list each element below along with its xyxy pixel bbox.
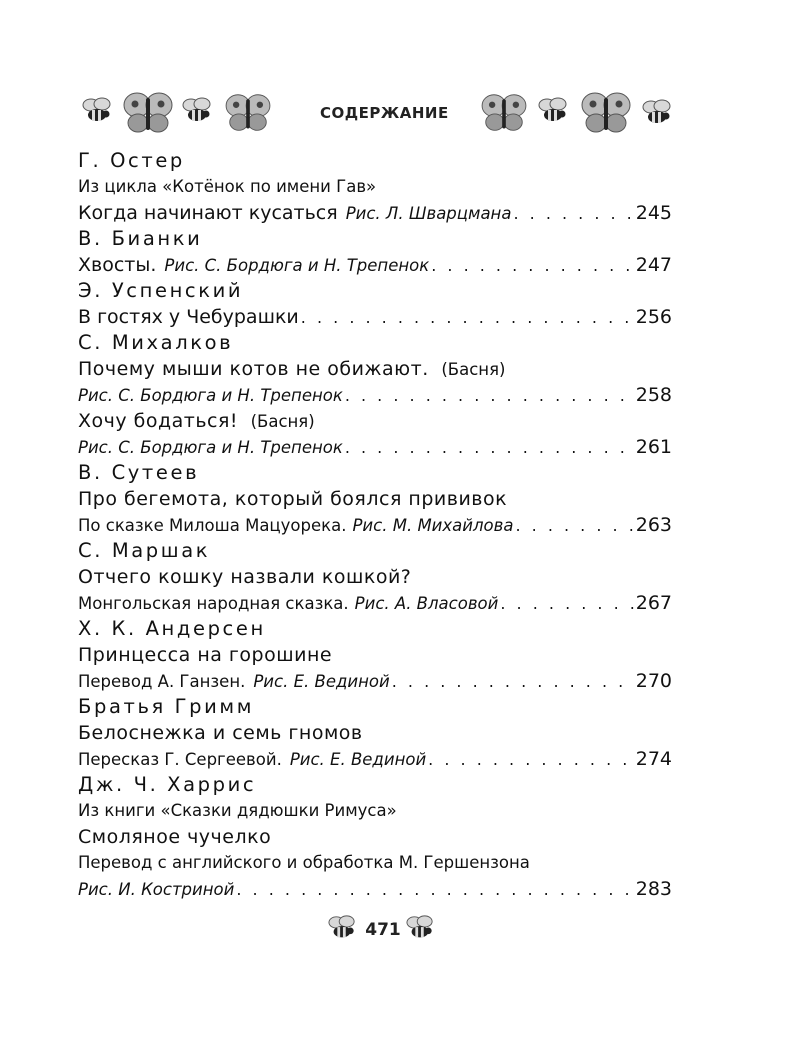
toc-author: Г. Остер <box>78 149 185 172</box>
entry-illustrator: Рис. И. Костриной <box>78 880 235 899</box>
bee-icon <box>180 96 214 126</box>
toc-entry[interactable] <box>78 512 672 538</box>
toc-entry[interactable] <box>78 746 672 772</box>
leader-dots <box>513 201 633 226</box>
page-number: 267 <box>635 592 672 614</box>
entry-illustrator: Рис. С. Бордюга и Н. Трепенок <box>78 386 343 405</box>
page-number: 270 <box>635 670 672 692</box>
bee-icon <box>404 914 436 942</box>
toc-heading: Про бегемота, который боялся прививок <box>78 488 508 510</box>
toc-heading: Белоснежка и семь гномов <box>78 722 363 744</box>
leader-dots <box>428 747 634 772</box>
leader-dots <box>431 253 634 278</box>
toc-line: Перевод с английского и обработка М. Гершензона <box>78 853 530 872</box>
entry-title: Почему мыши котов не обижают. <box>78 358 429 380</box>
entry-illustrator: Рис. Л. Шварцмана <box>345 204 512 223</box>
page-number-footer: 471 <box>365 920 401 940</box>
leader-dots <box>301 305 634 330</box>
leader-dots <box>515 513 633 538</box>
toc-line <box>78 356 672 382</box>
entry-title: Пересказ Г. Сергеевой. <box>78 750 282 769</box>
toc-author: В. Сутеев <box>78 461 200 484</box>
entry-title: Перевод А. Ганзен. <box>78 672 246 691</box>
butterfly-icon <box>122 90 174 136</box>
toc-author: В. Бианки <box>78 227 203 250</box>
entry-illustrator: Рис. Е. Вединой <box>253 672 390 691</box>
leader-dots <box>500 591 633 616</box>
entry-title: Когда начинают кусаться <box>78 202 338 224</box>
genre-note: (Басня) <box>441 360 506 379</box>
entry-illustrator: Рис. Е. Вединой <box>289 750 427 769</box>
toc-author: С. Михалков <box>78 331 234 354</box>
toc-author: С. Маршак <box>78 539 211 562</box>
genre-note: (Басня) <box>250 412 315 431</box>
toc-entry[interactable] <box>78 668 672 694</box>
page-number: 258 <box>635 384 672 406</box>
toc-line: Из цикла «Котёнок по имени Гав» <box>78 177 377 196</box>
toc-entry[interactable] <box>78 252 672 278</box>
entry-title: В гостях у Чебурашки <box>78 306 299 328</box>
bee-icon <box>640 98 674 128</box>
entry-title: Хвосты. <box>78 254 157 276</box>
bee-icon <box>536 96 570 126</box>
toc-entry[interactable] <box>78 200 672 226</box>
entry-illustrator: Рис. С. Бордюга и Н. Трепенок <box>78 438 343 457</box>
toc-line: Из книги «Сказки дядюшки Римуса» <box>78 801 397 820</box>
entry-title: По сказке Милоша Мацуорека. <box>78 516 347 535</box>
table-of-contents <box>78 148 672 902</box>
page-title: СОДЕРЖАНИЕ <box>320 104 449 122</box>
leader-dots <box>236 877 633 902</box>
entry-illustrator: Рис. М. Михайлова <box>352 516 514 535</box>
page-number: 283 <box>635 878 672 900</box>
page-number: 245 <box>635 202 672 224</box>
toc-entry[interactable] <box>78 590 672 616</box>
bee-icon <box>326 914 358 942</box>
toc-line <box>78 408 672 434</box>
page-number: 256 <box>635 306 672 328</box>
toc-entry[interactable] <box>78 434 672 460</box>
toc-entry[interactable] <box>78 382 672 408</box>
butterfly-icon <box>580 90 632 136</box>
toc-author: Братья Гримм <box>78 695 255 718</box>
entry-illustrator: Рис. С. Бордюга и Н. Трепенок <box>164 256 430 275</box>
entry-title: Монгольская народная сказка. <box>78 594 349 613</box>
toc-heading: Смоляное чучелко <box>78 826 272 848</box>
page-number: 247 <box>635 254 672 276</box>
butterfly-icon <box>480 92 528 134</box>
page-number: 263 <box>635 514 672 536</box>
toc-entry[interactable] <box>78 876 672 902</box>
butterfly-icon <box>224 92 272 134</box>
toc-heading: Принцесса на горошине <box>78 644 333 666</box>
toc-heading: Отчего кошку назвали кошкой? <box>78 566 412 588</box>
toc-author: Дж. Ч. Харрис <box>78 773 257 796</box>
entry-title: Хочу бодаться! <box>78 410 239 432</box>
page-number: 274 <box>635 748 672 770</box>
leader-dots <box>345 435 634 460</box>
entry-illustrator: Рис. А. Власовой <box>354 594 499 613</box>
toc-author: Х. К. Андерсен <box>78 617 266 640</box>
toc-entry[interactable] <box>78 304 672 330</box>
page-number: 261 <box>635 436 672 458</box>
leader-dots <box>345 383 634 408</box>
bee-icon <box>80 96 114 126</box>
leader-dots <box>392 669 634 694</box>
toc-author: Э. Успенский <box>78 279 244 302</box>
